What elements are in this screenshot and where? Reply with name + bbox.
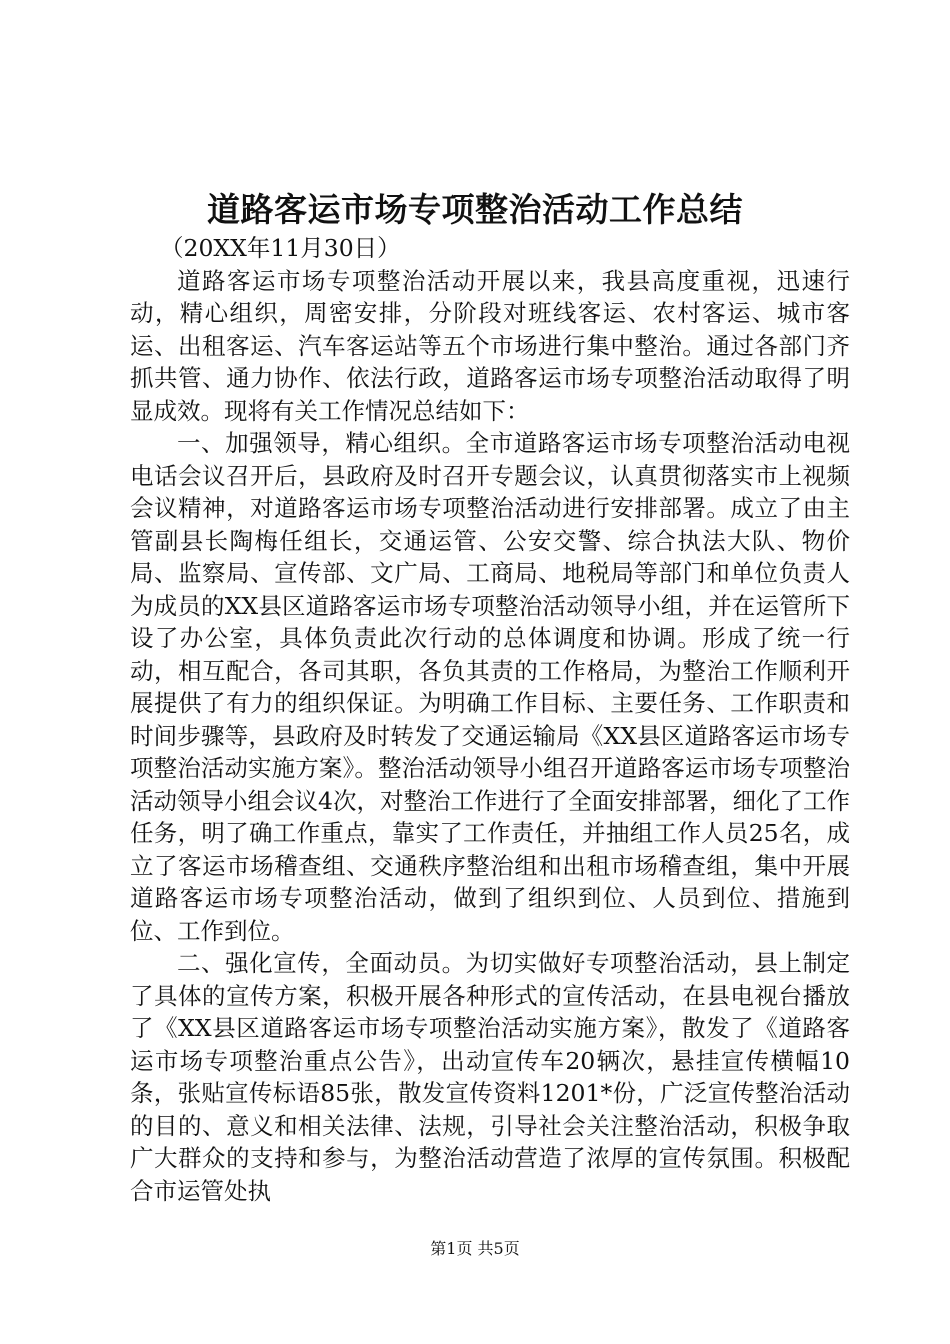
paragraph-intro: 道路客运市场专项整治活动开展以来，我县高度重视，迅速行动，精心组织，周密安排，分阶段对班线客运、农村客运、城市客运、出租客运、汽车客运站等五个市场进行集中整治。通过各部门齐抓共管、通力协作、依法行政，道路客运市场专项整治活动取得了明显成效。现将有关工作情况总结如下： [130, 266, 850, 425]
document-date: （20XX年11月30日） [160, 234, 401, 262]
paragraph-section-one: 一、加强领导，精心组织。全市道路客运市场专项整治活动电视电话会议召开后，县政府及时召开专题会议，认真贯彻落实市上视频会议精神，对道路客运市场专项整治活动进行安排部署。成立了由主管副县长陶梅任组长，交通运管、公安交警、综合执法大队、物价局、监察局、宣传部、文广局、工商局、地税局等部门和单位负责人为成员的XX县区道路客运市场专项整治活动领导小组，并在运管所下设了办公室，具体负责此次行动的总体调度和协调。形成了统一行动，相互配合，各司其职，各负其责的工作格局，为整治工作顺利开展提供了有力的组织保证。为明确工作目标、主要任务、工作职责和时间步骤等，县政府及时转发了交通运输局《XX县区道路客运市场专项整治活动实施方案》。整治活动领导小组召开道路客运市场专项整治活动领导小组会议4次，对整治工作进行了全面安排部署，细化了工作任务，明了确工作重点，靠实了工作责任，并抽组工作人员25名，成立了客运市场稽查组、交通秩序整治组和出租市场稽查组，集中开展道路客运市场专项整治活动，做到了组织到位、人员到位、措施到位、工作到位。 [130, 429, 850, 945]
paragraph-section-two: 二、强化宣传，全面动员。为切实做好专项整治活动，县上制定了具体的宣传方案，积极开展各种形式的宣传活动，在县电视台播放了《XX县区道路客运市场专项整治活动实施方案》，散发了《道路客运市场专项整治重点公告》，出动宣传车20辆次，悬挂宣传横幅10条，张贴宣传标语85张，散发宣传资料1201*份，广泛宣传整治活动的目的、意义和相关法律、法规，引导社会关注整治活动，积极争取广大群众的支持和参与，为整治活动营造了浓厚的宣传氛围。积极配合市运管处执 [130, 949, 850, 1205]
document-body [130, 232, 850, 1207]
page-number-footer: 第1页 共5页 [430, 1239, 520, 1258]
document-title: 道路客运市场专项整治活动工作总结 [207, 190, 743, 229]
